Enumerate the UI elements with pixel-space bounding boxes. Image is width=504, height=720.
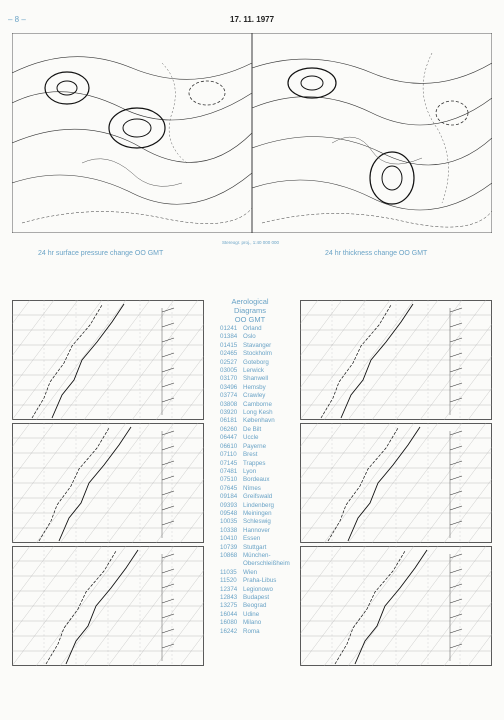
station-row — [220, 510, 290, 518]
station-name: Lyon — [243, 467, 257, 475]
station-id: 06181 — [220, 417, 238, 425]
station-id: 10410 — [220, 535, 238, 543]
station-row — [220, 535, 290, 543]
station-row — [220, 611, 290, 619]
station-name: Nîmes — [243, 484, 261, 492]
station-id: 10035 — [220, 518, 238, 526]
sounding-diagram — [300, 546, 492, 666]
station-name: Wien — [243, 568, 258, 576]
station-name: Brest — [243, 451, 258, 459]
sounding-diagram — [300, 423, 492, 543]
station-row — [220, 333, 290, 341]
station-name: Praha-Libus — [243, 577, 277, 585]
station-row — [220, 325, 290, 333]
thickness-change-caption: 24 hr thickness change OO GMT — [325, 250, 428, 257]
station-id: 06260 — [220, 425, 238, 433]
station-list — [220, 325, 290, 636]
thickness-change-map — [252, 33, 492, 233]
station-row — [220, 451, 290, 459]
station-row — [220, 359, 290, 367]
station-name: Crawley — [243, 392, 266, 400]
station-id: 03170 — [220, 375, 238, 383]
station-id: 16080 — [220, 619, 238, 627]
station-row — [220, 350, 290, 358]
station-name: Oberschleißheim — [243, 560, 290, 568]
station-row — [220, 577, 290, 585]
station-id: 01241 — [220, 325, 238, 332]
station-name: Budapest — [243, 594, 270, 601]
station-name: Uccle — [243, 434, 259, 442]
station-row — [220, 586, 290, 594]
station-name: Stavanger — [243, 341, 272, 349]
station-row — [220, 426, 290, 434]
station-name: Camborne — [243, 400, 272, 408]
station-id: 01384 — [220, 333, 238, 341]
aerological-title — [218, 297, 282, 324]
station-row — [220, 493, 290, 501]
station-name: Shanwell — [243, 375, 269, 383]
station-name: Goteborg — [243, 358, 269, 366]
station-id: 03920 — [220, 409, 238, 417]
station-name: Essen — [243, 535, 261, 543]
map-scale-note: Stereogr. proj., 1:40 000 000 — [222, 240, 280, 245]
station-name: Hemsby — [243, 383, 266, 391]
station-name: Lerwick — [243, 367, 264, 375]
station-id: 16044 — [220, 610, 238, 618]
station-row — [220, 476, 290, 484]
station-id: 16242 — [220, 627, 238, 635]
station-id: 10338 — [220, 526, 238, 534]
sounding-diagram — [12, 300, 204, 420]
station-id: 06447 — [220, 434, 238, 442]
aerological-title-line1: Aerological — [231, 297, 269, 306]
station-row — [220, 560, 290, 568]
station-name: Bordeaux — [243, 476, 270, 484]
station-name: Legionowo — [243, 585, 273, 593]
station-row — [220, 443, 290, 451]
station-id: 09548 — [220, 509, 238, 517]
station-name: Hannover — [243, 526, 270, 534]
station-id: 07645 — [220, 484, 238, 492]
station-id: 03005 — [220, 367, 238, 375]
station-id: 11520 — [220, 577, 237, 585]
station-row — [220, 552, 290, 560]
station-row — [220, 502, 290, 510]
station-name: Greifswald — [243, 493, 273, 501]
sounding-diagram — [12, 546, 204, 666]
station-id: 03808 — [220, 400, 238, 408]
page-date: 17. 11. 1977 — [230, 15, 275, 24]
station-id: 07110 — [220, 451, 237, 459]
station-row — [220, 569, 290, 577]
station-row — [220, 342, 290, 350]
station-id: 03496 — [220, 383, 238, 391]
station-id: 07481 — [220, 467, 238, 475]
station-row — [220, 384, 290, 392]
station-id: 09184 — [220, 493, 238, 501]
station-row — [220, 628, 290, 636]
station-row — [220, 619, 290, 627]
station-id: 10868 — [220, 551, 238, 559]
station-row — [220, 367, 290, 375]
station-id: 07510 — [220, 476, 238, 484]
station-name: Lindenberg — [243, 501, 274, 509]
station-row — [220, 434, 290, 442]
station-name: Beograd — [243, 602, 267, 610]
station-id: 01415 — [220, 341, 238, 349]
station-row — [220, 375, 290, 383]
station-id: 07145 — [220, 459, 238, 467]
station-id: 09393 — [220, 501, 238, 509]
station-row — [220, 460, 290, 468]
station-name: Oslo — [243, 333, 256, 341]
station-name: Stockholm — [243, 350, 272, 358]
station-name: Udine — [243, 610, 260, 618]
station-name: Meiningen — [243, 509, 272, 517]
station-name: Stuttgart — [243, 543, 267, 551]
station-name: Long Kesh — [243, 409, 273, 417]
aerological-title-line3: OO GMT — [234, 315, 266, 324]
station-row — [220, 544, 290, 552]
station-name: Orland — [243, 325, 262, 332]
station-row — [220, 392, 290, 400]
station-id: 12843 — [220, 594, 238, 601]
station-id: 03774 — [220, 392, 238, 400]
station-id: 12374 — [220, 585, 238, 593]
station-row — [220, 485, 290, 493]
station-name: Milano — [243, 619, 262, 627]
station-id: 02465 — [220, 350, 238, 358]
station-name: Payerne — [243, 442, 267, 450]
station-row — [220, 417, 290, 425]
station-name: Trappes — [243, 459, 266, 467]
station-name: De Bilt — [243, 425, 262, 433]
station-row — [220, 602, 290, 610]
page-number: – 8 – — [8, 15, 26, 24]
station-id: 10739 — [220, 543, 238, 551]
station-row — [220, 527, 290, 535]
station-id: 06610 — [220, 442, 238, 450]
station-name: Roma — [243, 627, 260, 635]
station-name: München- — [243, 551, 271, 559]
station-row — [220, 468, 290, 476]
station-id: 11035 — [220, 568, 237, 576]
station-row — [220, 518, 290, 526]
surface-pressure-change-map — [12, 33, 252, 233]
sounding-diagram — [12, 423, 204, 543]
station-id: 13275 — [220, 602, 238, 610]
weather-maps — [12, 33, 492, 233]
station-id: 02527 — [220, 358, 238, 366]
station-name: Schleswig — [243, 518, 271, 526]
aerological-title-line2: Diagrams — [233, 306, 267, 315]
surface-pressure-caption: 24 hr surface pressure change OO GMT — [38, 250, 164, 257]
station-name: København — [243, 417, 275, 425]
station-row — [220, 401, 290, 409]
station-row — [220, 409, 290, 417]
sounding-diagram — [300, 300, 492, 420]
station-row — [220, 594, 290, 602]
